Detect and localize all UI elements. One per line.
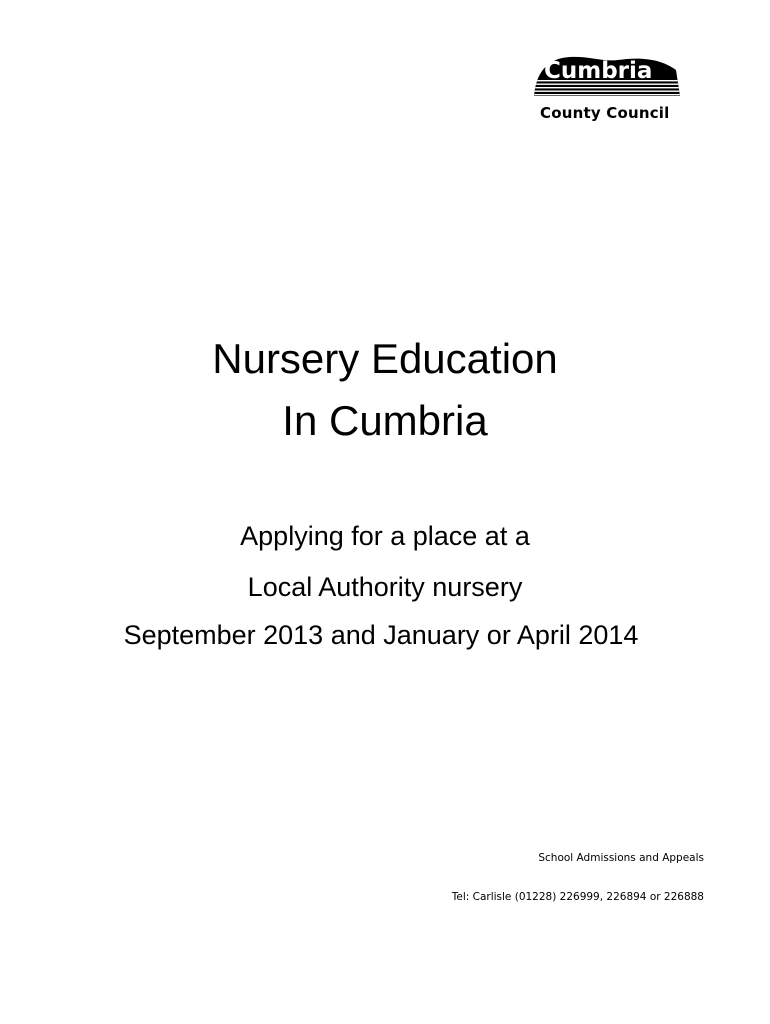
document-title-line-2: In Cumbria bbox=[282, 397, 488, 444]
footer-department: School Admissions and Appeals bbox=[538, 852, 704, 864]
logo-wordmark: Cumbria bbox=[544, 58, 653, 84]
document-subtitle-line-3: September 2013 and January or April 2014 bbox=[123, 620, 639, 650]
document-subtitle-line-1: Applying for a place at a bbox=[240, 521, 530, 551]
document-subtitle-line-2: Local Authority nursery bbox=[247, 572, 523, 602]
council-logo bbox=[530, 52, 682, 124]
logo-subtitle: County Council bbox=[540, 104, 670, 122]
cumbria-logo-graphic bbox=[530, 52, 682, 100]
footer-telephone: Tel: Carlisle (01228) 226999, 226894 or 226888 bbox=[451, 891, 704, 903]
document-title-line-1: Nursery Education bbox=[212, 335, 558, 382]
